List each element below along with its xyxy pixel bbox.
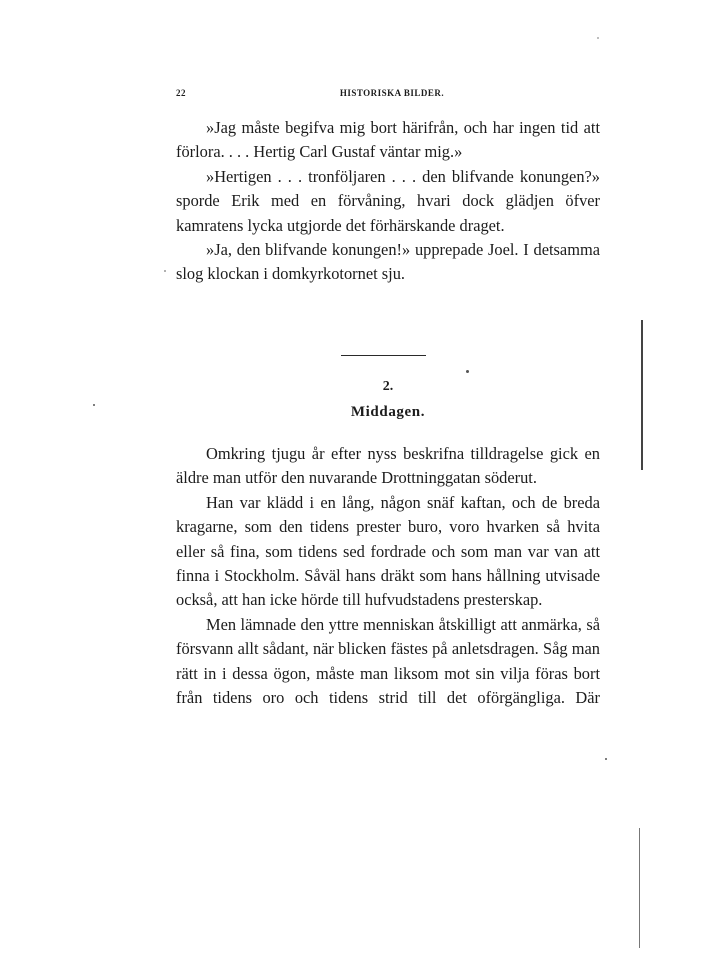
- scan-speck: [597, 37, 599, 39]
- paragraph: »Jag måste begifva mig bort härifrån, och har ingen tid att förlora. . . . Hertig Carl Gustaf väntar mig.»: [176, 118, 600, 162]
- scan-speck: [639, 828, 640, 948]
- text-block-section-1: [176, 116, 600, 287]
- chapter-title: Middagen.: [350, 404, 426, 420]
- running-head-title: HISTORISKA BILDER.: [339, 88, 445, 98]
- paragraph: Han var klädd i en lång, någon snäf kaftan, och de breda kragarne, som den tidens prester buro, voro hvarken så hvita eller så fina, som tidens sed fordrade och som man var van att finna i Stockholm. Såväl hans dräkt som hans hållning utvisade också, att han icke hörde till hufvudstadens presterskap.: [176, 492, 600, 610]
- paragraph: »Hertigen . . . tronföljaren . . . den blifvande konungen?» sporde Erik med en förvåning, hvari dock glädjen öfver kamratens lycka utgjorde det förhärskande draget.: [176, 166, 600, 235]
- page-number: 22: [176, 88, 186, 98]
- running-header: [176, 88, 600, 104]
- paragraph: Men lämnade den yttre menniskan åtskilligt att anmärka, så försvann allt sådant, när blicken fästes på anletsdragen. Såg man rätt in i dessa ögon, måste man liksom mot sin vilja föras bort från tidens oro och tidens strid till det oförgängliga. Där: [176, 614, 600, 708]
- scan-speck: [164, 270, 166, 272]
- paragraph: Omkring tjugu år efter nyss beskrifna tilldragelse gick en äldre man utför den nuvarande Drottninggatan söderut.: [176, 444, 600, 488]
- chapter-number: 2.: [382, 379, 394, 394]
- scan-speck: [466, 370, 469, 373]
- scan-speck: [605, 758, 607, 760]
- text-block-section-2: [176, 442, 600, 710]
- scan-speck: [641, 320, 643, 470]
- scan-speck: [93, 404, 95, 406]
- paragraph: »Ja, den blifvande konungen!» upprepade Joel. I detsamma slog klockan i domkyrkotornet sju.: [176, 240, 600, 284]
- section-divider: [341, 355, 426, 356]
